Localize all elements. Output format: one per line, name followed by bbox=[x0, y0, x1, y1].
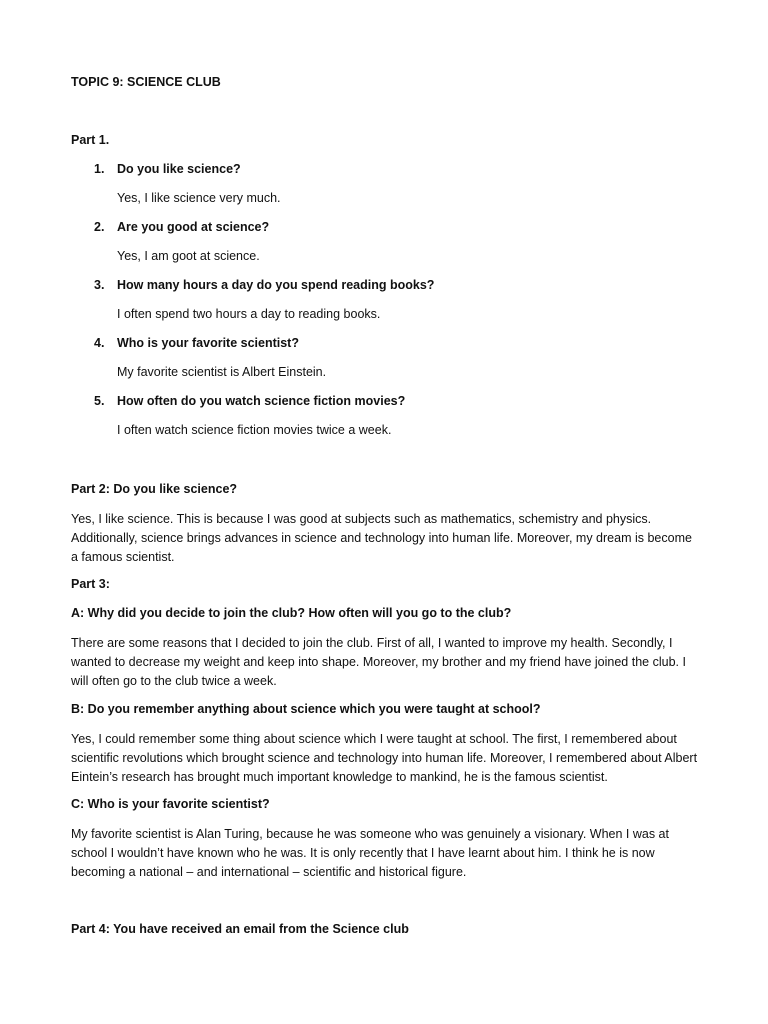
list-number: 3. bbox=[94, 278, 105, 292]
answer: I often watch science fiction movies twice a week. bbox=[117, 423, 392, 437]
part3-heading: Part 3: bbox=[71, 577, 110, 591]
answer: My favorite scientist is Albert Einstein. bbox=[117, 365, 327, 379]
list-number: 2. bbox=[94, 220, 105, 234]
answer: Yes, I am goot at science. bbox=[117, 249, 260, 263]
part2-paragraph: Yes, I like science. This is because I was good at subjects such as mathematics, schemistry and physics. Additionally, science brings advances in science and technology into human life. Moreover, my dream is become a famous scientist. bbox=[71, 512, 692, 564]
question: Who is your favorite scientist? bbox=[117, 336, 299, 350]
list-number: 4. bbox=[94, 336, 105, 350]
part4-heading: Part 4: You have received an email from the Science club bbox=[71, 922, 409, 936]
list-number: 1. bbox=[94, 162, 105, 176]
answer: I often spend two hours a day to reading books. bbox=[117, 307, 381, 321]
part3-question-a: A: Why did you decide to join the club? How often will you go to the club? bbox=[71, 606, 512, 620]
part2-heading: Part 2: Do you like science? bbox=[71, 482, 238, 496]
part3-answer-c: My favorite scientist is Alan Turing, because he was someone who was genuinely a visionary. When I was at school I wouldn’t have known who he was. It is only recently that I have learnt about him. I think he is now becoming a national – and international – scientific and historical figure. bbox=[71, 827, 669, 879]
list-number: 5. bbox=[94, 394, 105, 408]
part3-answer-b: Yes, I could remember some thing about science which I were taught at school. The first, I remembered about scientific revolutions which brought science and technology into human life. Moreover, I remembered about Albert Eintein’s research has brought much important knowledge to mankind, he is the famous scientist. bbox=[71, 732, 698, 784]
question: How many hours a day do you spend reading books? bbox=[117, 278, 435, 292]
answer: Yes, I like science very much. bbox=[117, 191, 281, 205]
question: How often do you watch science fiction movies? bbox=[117, 394, 406, 408]
part3-question-c: C: Who is your favorite scientist? bbox=[71, 797, 270, 811]
question: Do you like science? bbox=[117, 162, 241, 176]
part3-answer-a: There are some reasons that I decided to join the club. First of all, I wanted to improve my health. Secondly, I wanted to decrease my weight and keep into shape. Moreover, my brother and my friend have joined the club. I will often go to the club twice a week. bbox=[71, 636, 686, 688]
question: Are you good at science? bbox=[117, 220, 270, 234]
page-title: TOPIC 9: SCIENCE CLUB bbox=[71, 75, 221, 89]
part3-question-b: B: Do you remember anything about science which you were taught at school? bbox=[71, 702, 541, 716]
part1-heading: Part 1. bbox=[71, 133, 110, 147]
